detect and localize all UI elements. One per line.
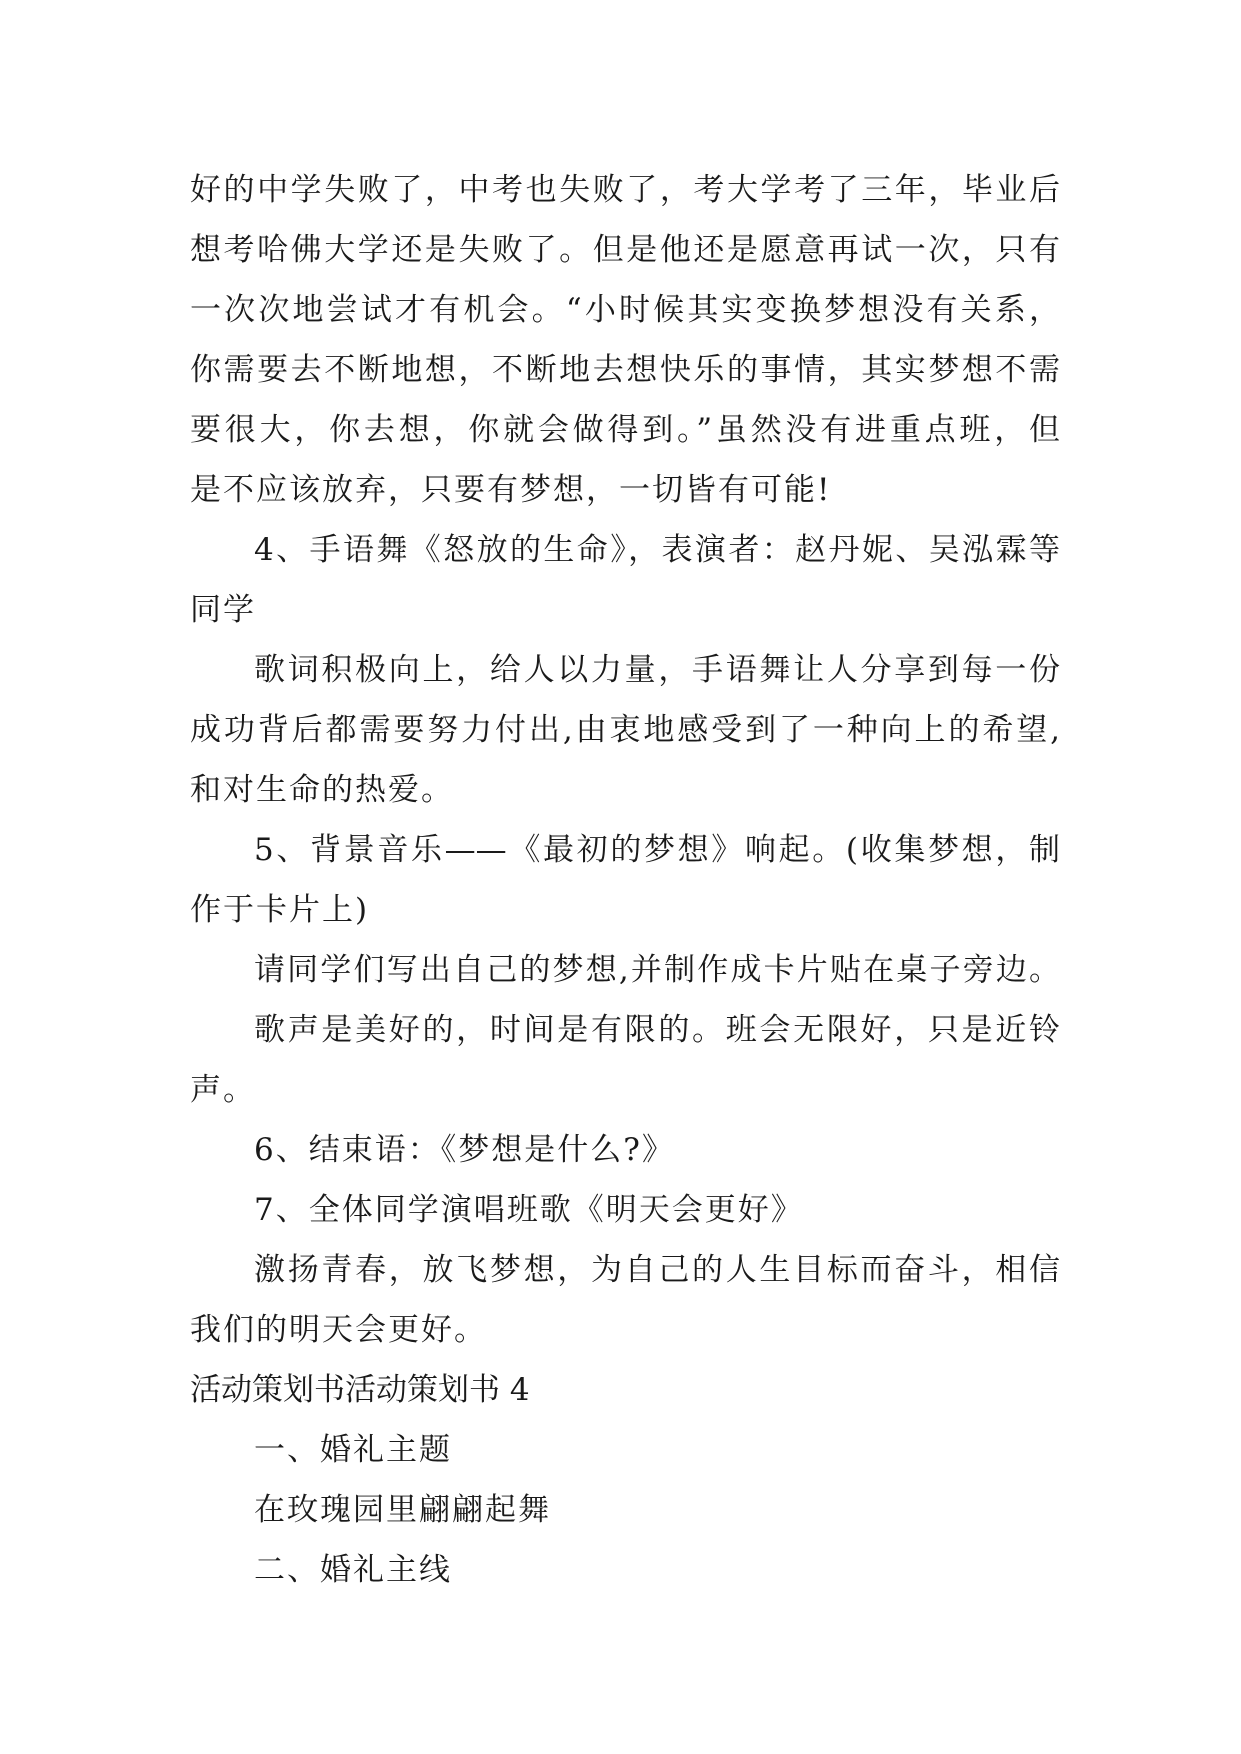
text-line: 6、结束语：《梦想是什么?》: [254, 1132, 675, 1168]
text-line: 成功背后都需要努力付出,由衷地感受到了一种向上的希望,: [190, 712, 1060, 748]
document-page: [190, 160, 1060, 1600]
text-line: 想考哈佛大学还是失败了。但是他还是愿意再试一次，只有: [190, 232, 1060, 268]
text-line: 你需要去不断地想，不断地去想快乐的事情，其实梦想不需: [190, 352, 1060, 388]
text-line: 和对生命的热爱。: [190, 772, 454, 808]
text-line: 作于卡片上): [190, 892, 370, 928]
text-line: 请同学们写出自己的梦想,并制作成卡片贴在桌子旁边。: [254, 952, 1060, 988]
text-line: 在玫瑰园里翩翩起舞: [254, 1492, 551, 1528]
text-line: 我们的明天会更好。: [190, 1312, 487, 1348]
text-line: 要很大，你去想，你就会做得到。”虽然没有进重点班，但: [190, 412, 1060, 448]
text-line: 激扬青春，放飞梦想，为自己的人生目标而奋斗，相信: [254, 1252, 1060, 1288]
text-line: 4、手语舞《怒放的生命》，表演者：赵丹妮、吴泓霖等: [254, 532, 1060, 568]
text-line: 7、全体同学演唱班歌《明天会更好》: [254, 1192, 804, 1228]
text-line: 歌词积极向上，给人以力量，手语舞让人分享到每一份: [254, 652, 1060, 688]
text-line: 一次次地尝试才有机会。“小时候其实变换梦想没有关系，: [190, 292, 1060, 328]
text-line: 是不应该放弃，只要有梦想，一切皆有可能!: [190, 472, 832, 508]
text-line: 同学: [190, 592, 256, 628]
text-line: 歌声是美好的，时间是有限的。班会无限好，只是近铃: [254, 1012, 1060, 1048]
text-line: 5、背景音乐——《最初的梦想》响起。(收集梦想，制: [254, 832, 1060, 868]
text-line: 声。: [190, 1072, 256, 1108]
text-line: 二、婚礼主线: [254, 1552, 452, 1588]
section-heading: 活动策划书活动策划书 4: [190, 1372, 530, 1408]
text-line: 好的中学失败了，中考也失败了，考大学考了三年，毕业后: [190, 172, 1060, 208]
text-line: 一、婚礼主题: [254, 1432, 452, 1468]
